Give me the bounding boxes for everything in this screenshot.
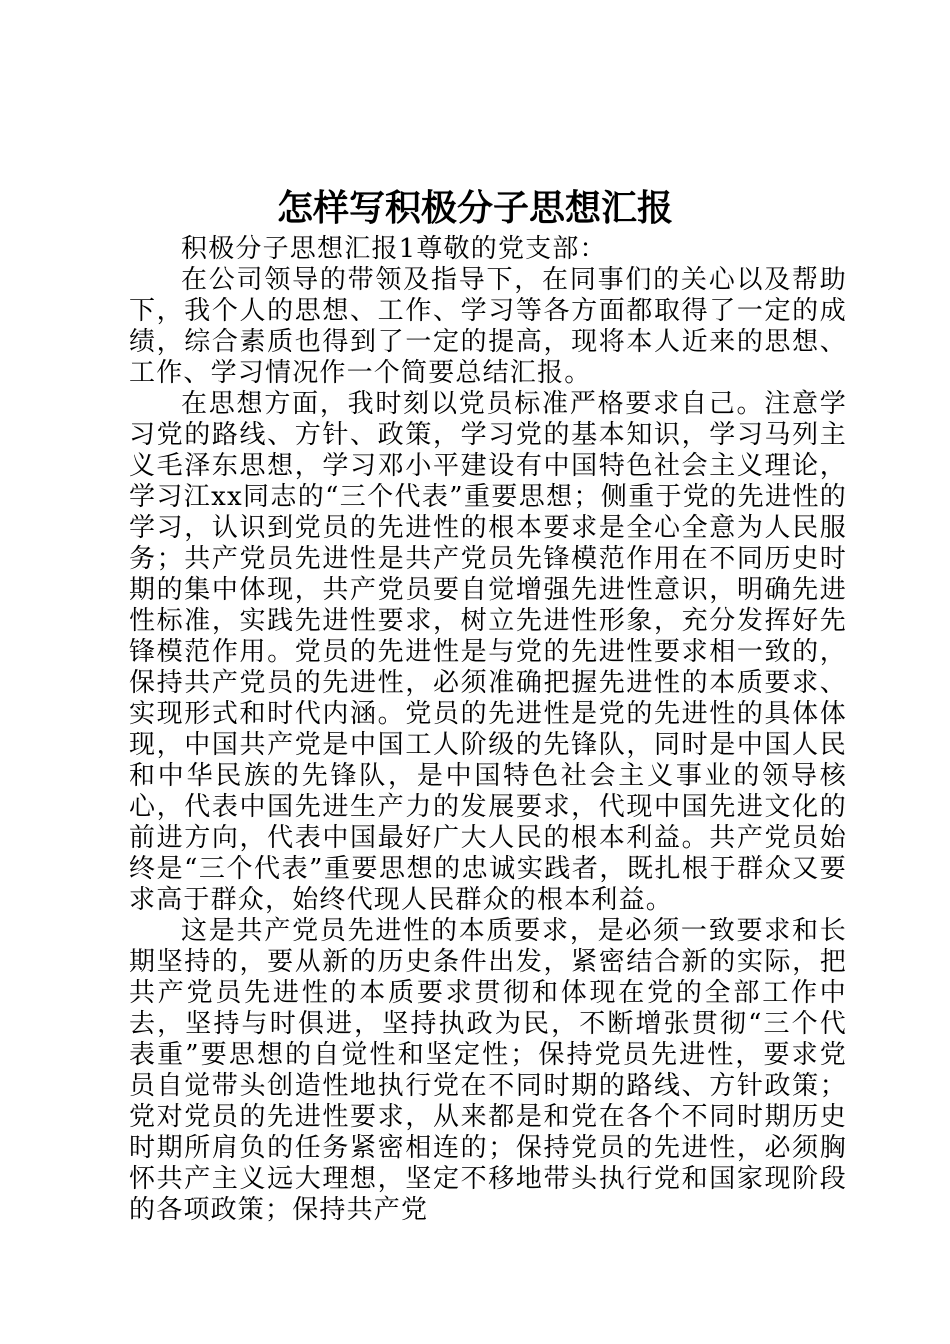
document-title: 怎样写积极分子思想汇报 bbox=[276, 187, 673, 229]
paragraph-greeting: 积极分子思想汇报1尊敬的党支部： bbox=[181, 234, 607, 264]
paragraph-essence: 这是共产党员先进性的本质要求，是必须一致要求和长期坚持的，要从新的历史条件出发，紧密结合新的实际，把共产党员先进性的本质要求贯彻和体现在党的全部工作中去，坚持与时俱进，坚持执政为民，不断增张贯彻“三个代表重”要思想的自觉性和坚定性；保持党员先进性，要求党员自觉带头创造性地执行党在不同时期的路线、方针政策；党对党员的先进性要求，从来都是和党在各个不同时期历史时期所肩负的任务紧密相连的；保持党员的先进性，必须胸怀共产主义远大理想，坚定不移地带头执行党和国家现阶段的各项政策；保持共产党 bbox=[129, 916, 847, 1225]
document-body bbox=[129, 234, 847, 1226]
paragraph-intro: 在公司领导的带领及指导下，在同事们的关心以及帮助下，我个人的思想、工作、学习等各方面都取得了一定的成绩，综合素质也得到了一定的提高，现将本人近来的思想、工作、学习情况作一个简要总结汇报。 bbox=[129, 265, 847, 388]
paragraph-thought: 在思想方面，我时刻以党员标准严格要求自己。注意学习党的路线、方针、政策，学习党的基本知识，学习马列主义毛泽东思想，学习邓小平建设有中国特色社会主义理论，学习江xx同志的“三个代表”重要思想；侧重于党的先进性的学习，认识到党员的先进性的根本要求是全心全意为人民服务；共产党员先进性是共产党员先锋模范作用在不同历史时期的集中体现，共产党员要自觉增强先进性意识，明确先进性标准，实践先进性要求，树立先进性形象，充分发挥好先锋模范作用。党员的先进性是与党的先进性要求相一致的，保持共产党员的先进性，必须准确把握先进性的本质要求、实现形式和时代内涵。党员的先进性是党的先进性的具体体现，中国共产党是中国工人阶级的先锋队，同时是中国人民和中华民族的先锋队，是中国特色社会主义事业的领导核心，代表中国先进生产力的发展要求，代现中国先进文化的前进方向，代表中国最好广大人民的根本利益。共产党员始终是“三个代表”重要思想的忠诚实践者，既扎根于群众又要求高于群众，始终代现人民群众的根本利益。 bbox=[129, 389, 847, 915]
